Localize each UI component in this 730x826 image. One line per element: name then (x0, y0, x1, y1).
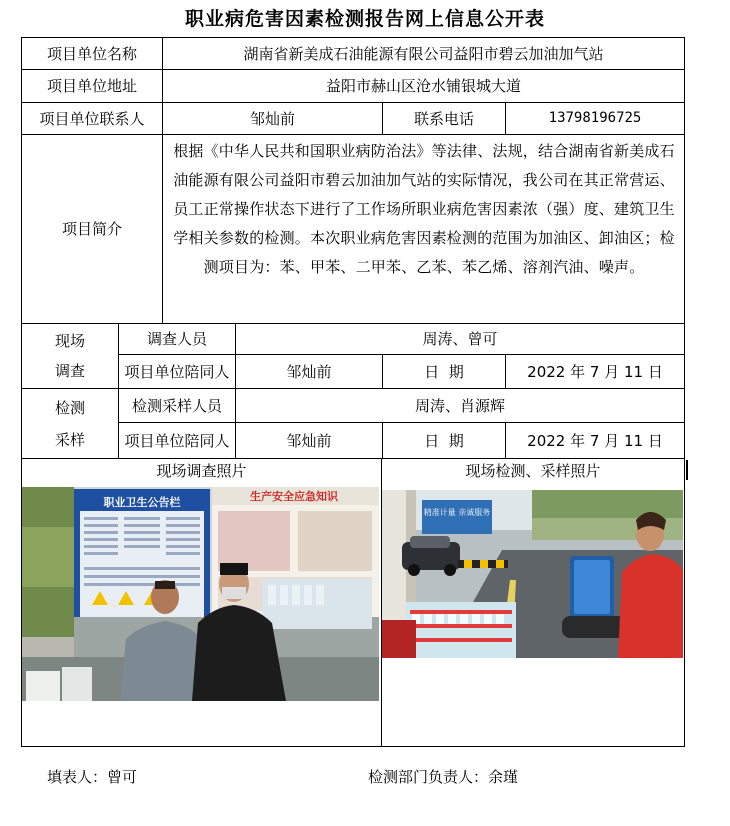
sampling-section-label (22, 389, 118, 458)
unit-name-label: 项目单位名称 (46, 44, 137, 63)
right-photo-caption: 现场检测、采样照片 (465, 462, 601, 480)
survey-companion-value: 邹灿前 (286, 362, 332, 381)
sampling-date-label: 日 期 (424, 431, 464, 450)
sampling-label-2: 采样 (54, 430, 85, 449)
unit-name-value: 湖南省新美成石油能源有限公司益阳市碧云加油加气站 (243, 44, 604, 63)
address-value: 益阳市赫山区沧水铺银城大道 (325, 77, 521, 95)
board-1-title: 职业卫生公告栏 (103, 496, 181, 509)
contact-label: 项目单位联系人 (39, 109, 145, 128)
sampler-label: 检测采样人员 (131, 396, 222, 415)
sampling-date-value: 2022 年 7 月 11 日 (527, 431, 663, 450)
survey-label-1: 现场 (54, 332, 85, 350)
station-sign-text: 精准计量 亲诚服务 (423, 508, 491, 517)
survey-companion-label: 项目单位陪同人 (124, 362, 230, 381)
survey-date-value: 2022 年 7 月 11 日 (527, 362, 663, 381)
survey-section-label (22, 324, 118, 388)
survey-date-label: 日 期 (424, 362, 464, 381)
site-sampling-photo (382, 490, 683, 658)
sampler-value: 周涛、肖源辉 (414, 396, 505, 415)
contact-value: 邹灿前 (249, 109, 295, 128)
address-label: 项目单位地址 (46, 77, 137, 95)
investigator-label: 调查人员 (146, 330, 207, 348)
form-filler: 填表人：曾可 (47, 768, 138, 786)
sampling-label-1: 检测 (54, 398, 85, 417)
phone-value: 13798196725 (548, 110, 642, 127)
department-manager: 检测部门负责人：余瑾 (368, 768, 519, 786)
left-photo-caption: 现场调查照片 (156, 462, 247, 480)
sampling-companion-value: 邹灿前 (286, 431, 332, 450)
investigator-value: 周涛、曾可 (422, 330, 498, 348)
page-title: 职业病危害因素检测报告网上信息公开表 (184, 8, 545, 30)
site-survey-photo (22, 487, 379, 701)
intro-text: 根据《中华人民共和国职业病防治法》等法律、法规，结合湖南省新美成石油能源有限公司益阳市碧云加油加气站的实际情况，我公司在其正常营运、员工正常操作状态下进行了工作场所职业病危害因素浓（强）度、建筑卫生学相关参数的检测。本次职业病危害因素检测的范围为加油区、卸油区；检测项目为：苯、甲苯、二甲苯、乙苯、苯乙烯、溶剂汽油、噪声。 (173, 142, 675, 276)
board-2-title: 生产安全应急知识 (250, 490, 338, 503)
sampling-companion-label: 项目单位陪同人 (124, 431, 230, 450)
intro-label: 项目简介 (61, 220, 122, 238)
phone-label: 联系电话 (413, 109, 474, 128)
survey-label-2: 调查 (54, 362, 85, 380)
